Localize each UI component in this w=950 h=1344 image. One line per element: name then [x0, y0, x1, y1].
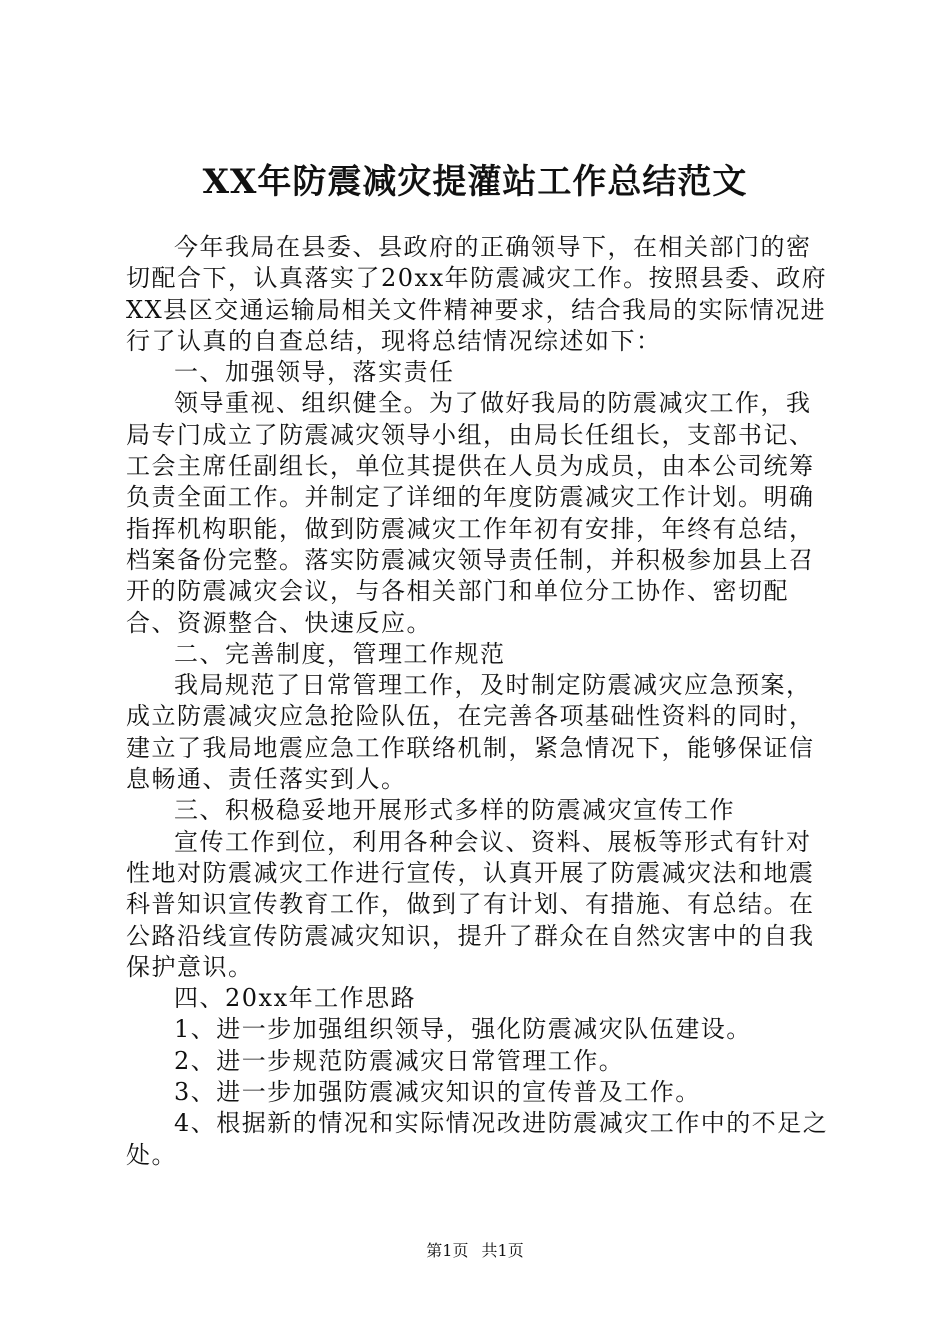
paragraph-section-2: 我局规范了日常管理工作，及时制定防震减灾应急预案，成立防震减灾应急抢险队伍，在完善各项基础性资料的同时，建立了我局地震应急工作联络机制，紧急情况下，能够保证信息畅通、责任落实到人。: [126, 671, 815, 794]
document-body: [126, 232, 834, 1171]
list-item-2: 2、进一步规范防震减灾日常管理工作。: [174, 1046, 625, 1075]
section-heading-1: 一、加强领导，落实责任: [174, 358, 455, 387]
list-item-3: 3、进一步加强防震减灾知识的宣传普及工作。: [174, 1078, 701, 1107]
document-title: XX年防震减灾提灌站工作总结范文: [202, 162, 748, 202]
page-footer: [0, 1240, 950, 1262]
list-item-4: 4、根据新的情况和实际情况改进防震减灾工作中的不足之处。: [126, 1109, 829, 1169]
list-item-1: 1、进一步加强组织领导，强化防震减灾队伍建设。: [174, 1015, 752, 1044]
paragraph-intro: 今年我局在县委、县政府的正确领导下，在相关部门的密切配合下，认真落实了20xx年防震减灾工作。按照县委、政府XX县区交通运输局相关文件精神要求，结合我局的实际情况进行了认真的自查总结，现将总结情况综述如下：: [126, 233, 828, 355]
page-number: 第1页: [426, 1241, 469, 1260]
paragraph-section-1: 领导重视、组织健全。为了做好我局的防震减灾工作，我局专门成立了防震减灾领导小组，由局长任组长，支部书记、工会主席任副组长，单位其提供在人员为成员，由本公司统筹负责全面工作。并制定了详细的年度防震减灾工作计划。明确指挥机构职能，做到防震减灾工作年初有安排，年终有总结，档案备份完整。落实防震减灾领导责任制，并积极参加县上召开的防震减灾会议，与各相关部门和单位分工协作、密切配合、资源整合、快速反应。: [126, 389, 815, 637]
page-total: 共1页: [481, 1241, 524, 1260]
section-heading-4: 四、20xx年工作思路: [174, 984, 417, 1013]
section-heading-2: 二、完善制度，管理工作规范: [174, 639, 506, 668]
paragraph-section-3: 宣传工作到位，利用各种会议、资料、展板等形式有针对性地对防震减灾工作进行宣传，认真开展了防震减灾法和地震科普知识宣传教育工作，做到了有计划、有措施、有总结。在公路沿线宣传防震减灾知识，提升了群众在自然灾害中的自我保护意识。: [126, 827, 815, 981]
section-heading-3: 三、积极稳妥地开展形式多样的防震减灾宣传工作: [174, 796, 735, 825]
